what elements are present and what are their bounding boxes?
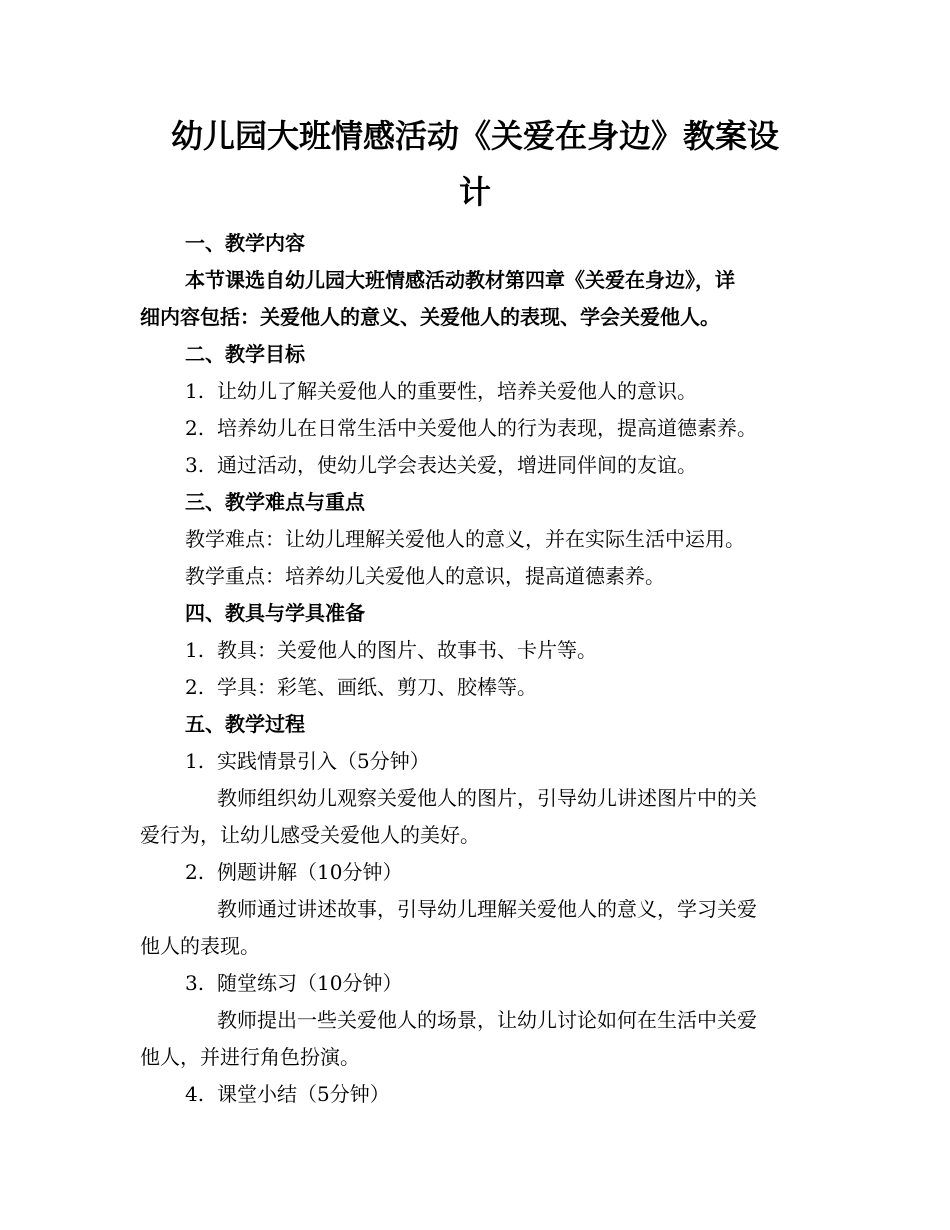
section-heading-objectives: 二、教学目标 [185, 342, 305, 366]
process-step-desc-line-1: 教师提出一些关爱他人的场景，让幼儿讨论如何在生活中关爱 [217, 1008, 757, 1032]
teaching-focus: 教学重点：培养幼儿关爱他人的意识，提高道德素养。 [185, 564, 665, 588]
step-title: 随堂练习（10分钟） [217, 971, 403, 995]
item-text: 学具：彩笔、画纸、剪刀、胶棒等。 [217, 675, 537, 699]
step-number: 1. [185, 749, 205, 773]
item-number: 3. [185, 453, 205, 477]
objective-item [185, 377, 697, 405]
item-text: 培养幼儿在日常生活中关爱他人的行为表现，提高道德素养。 [217, 416, 757, 440]
item-number: 2. [185, 416, 205, 440]
item-text: 通过活动，使幼儿学会表达关爱，增进同伴间的友谊。 [217, 453, 697, 477]
item-text: 让幼儿了解关爱他人的重要性，培养关爱他人的意识。 [217, 379, 697, 403]
title-line-1: 幼儿园大班情感活动《关爱在身边》教案设 [170, 117, 779, 155]
step-title: 实践情景引入（5分钟） [217, 749, 430, 773]
process-step-title [185, 1080, 390, 1108]
content-paragraph-line-2: 细内容包括：关爱他人的意义、关爱他人的表现、学会关爱他人。 [140, 305, 720, 329]
process-step-desc-line-2: 他人的表现。 [140, 934, 260, 958]
step-number: 3. [185, 971, 205, 995]
objective-item [185, 451, 697, 479]
process-step-desc-line-2: 他人，并进行角色扮演。 [140, 1045, 360, 1069]
section-heading-difficulty-focus: 三、教学难点与重点 [185, 490, 365, 514]
item-text: 教具：关爱他人的图片、故事书、卡片等。 [217, 638, 597, 662]
section-heading-materials: 四、教具与学具准备 [185, 601, 365, 625]
title-line-2: 计 [458, 173, 491, 211]
step-title: 例题讲解（10分钟） [217, 860, 403, 884]
step-number: 4. [185, 1082, 205, 1106]
process-step-desc-line-1: 教师组织幼儿观察关爱他人的图片，引导幼儿讲述图片中的关 [217, 786, 757, 810]
item-number: 2. [185, 675, 205, 699]
process-step-title [185, 747, 430, 775]
item-number: 1. [185, 638, 205, 662]
item-number: 1. [185, 379, 205, 403]
process-step-desc-line-2: 爱行为，让幼儿感受关爱他人的美好。 [140, 823, 480, 847]
objective-item [185, 414, 757, 442]
step-title: 课堂小结（5分钟） [217, 1082, 390, 1106]
process-step-title [185, 969, 402, 997]
materials-item [185, 673, 537, 701]
document-title [140, 108, 810, 220]
process-step-desc-line-1: 教师通过讲述故事，引导幼儿理解关爱他人的意义，学习关爱 [217, 897, 757, 921]
content-paragraph-line-1: 本节课选自幼儿园大班情感活动教材第四章《关爱在身边》，详 [185, 268, 735, 292]
materials-item [185, 636, 597, 664]
section-heading-content: 一、教学内容 [185, 231, 305, 255]
teaching-difficulty: 教学难点：让幼儿理解关爱他人的意义，并在实际生活中运用。 [185, 527, 745, 551]
section-heading-process: 五、教学过程 [185, 712, 305, 736]
process-step-title [185, 858, 402, 886]
step-number: 2. [185, 860, 205, 884]
